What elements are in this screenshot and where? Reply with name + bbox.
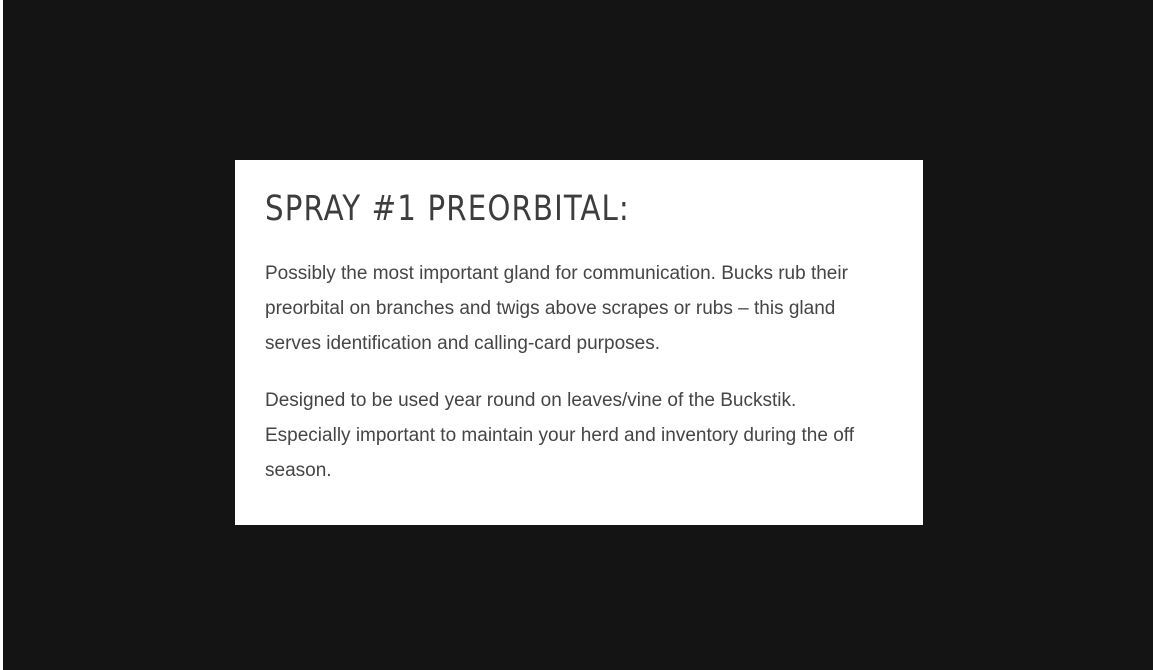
info-card [235,160,923,525]
page-title: SPRAY #1 PREORBITAL: [265,189,630,229]
card-paragraph-1: Possibly the most important gland for communication. Bucks rub their preorbital on branches and twigs above scrapes or rubs – this gland serves identification and calling-card purposes. [265,263,848,354]
card-paragraph-2: Designed to be used year round on leaves/vine of the Buckstik. Especially important to maintain your herd and inventory during the off season. [265,390,854,481]
left-edge-accent [0,0,3,670]
